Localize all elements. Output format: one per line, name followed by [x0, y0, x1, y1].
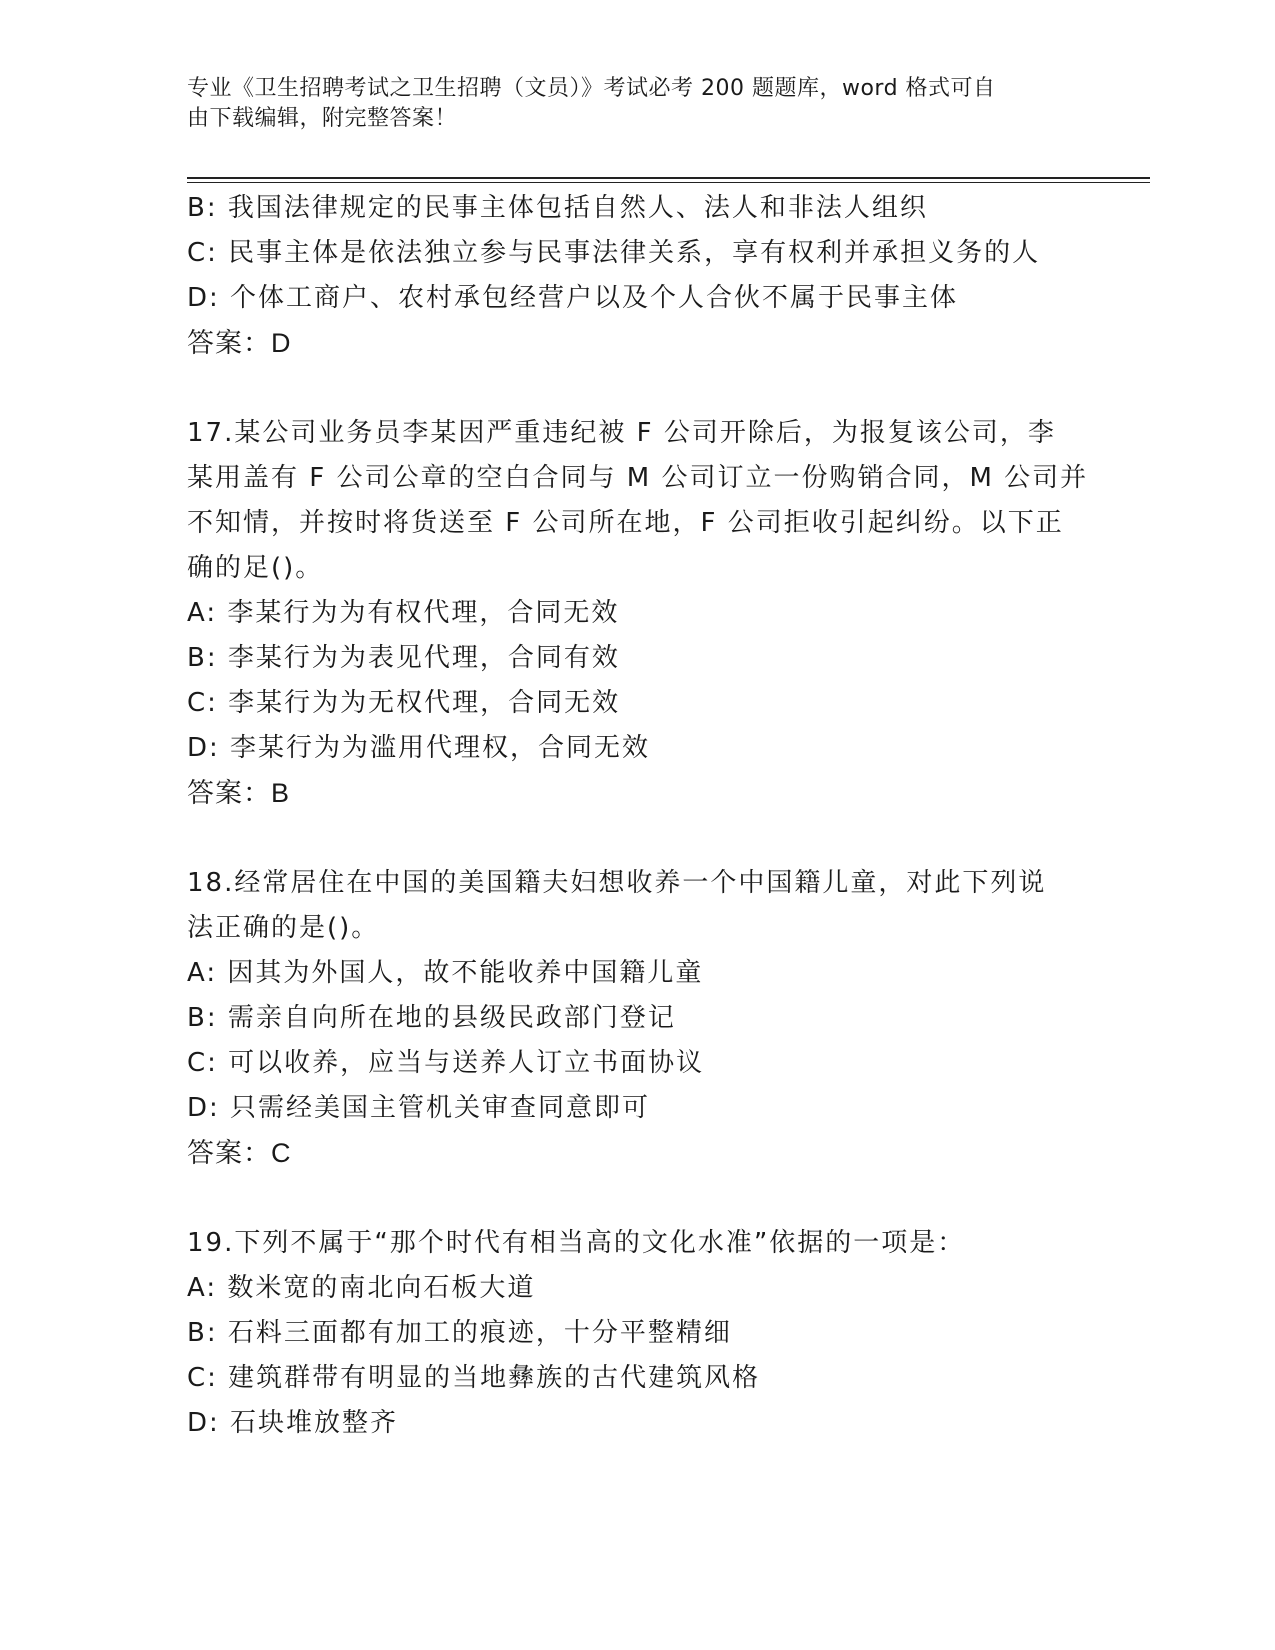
question-spacer [187, 366, 1087, 411]
q17-stem-line-2: 某用盖有 F 公司公章的空白合同与 M 公司订立一份购销合同，M 公司并 [187, 463, 1089, 493]
question-17 [187, 411, 1087, 816]
q19-option-b: B: 石料三面都有加工的痕迹，十分平整精细 [187, 1318, 732, 1348]
q16-option-b: B: 我国法律规定的民事主体包括自然人、法人和非法人组织 [187, 193, 928, 223]
q18-answer: 答案：C [187, 1138, 292, 1168]
q16-option-c: C: 民事主体是依法独立参与民事法律关系，享有权利并承担义务的人 [187, 238, 1041, 268]
q17-option-b: B: 李某行为为表见代理，合同有效 [187, 643, 620, 673]
header-line-1: 专业《卫生招聘考试之卫生招聘（文员）》考试必考 200 题题库，word 格式可自 [187, 76, 996, 101]
q19-stem-line-1: 19.下列不属于“那个时代有相当高的文化水准”依据的一项是： [187, 1228, 966, 1258]
q17-answer: 答案：B [187, 778, 291, 808]
q16-answer: 答案：D [187, 328, 292, 358]
q19-option-d: D: 石块堆放整齐 [187, 1408, 399, 1438]
document-header [187, 74, 1067, 134]
q18-option-a: A: 因其为外国人，故不能收养中国籍儿童 [187, 958, 704, 988]
question-19 [187, 1221, 1087, 1446]
q17-stem-line-1: 17.某公司业务员李某因严重违纪被 F 公司开除后，为报复该公司，李 [187, 418, 1056, 448]
q18-option-d: D: 只需经美国主管机关审查同意即可 [187, 1093, 651, 1123]
header-line-2: 由下载编辑，附完整答案！ [187, 106, 458, 131]
q18-stem-line-2: 法正确的是()。 [187, 913, 380, 943]
q17-option-c: C: 李某行为为无权代理，合同无效 [187, 688, 621, 718]
question-spacer [187, 1176, 1087, 1221]
question-16 [187, 186, 1087, 366]
q17-stem-line-3: 不知情，并按时将货送至 F 公司所在地，F 公司拒收引起纠纷。以下正 [187, 508, 1064, 538]
q19-option-c: C: 建筑群带有明显的当地彝族的古代建筑风格 [187, 1363, 761, 1393]
q17-option-a: A: 李某行为为有权代理，合同无效 [187, 598, 620, 628]
q18-stem-line-1: 18.经常居住在中国的美国籍夫妇想收养一个中国籍儿童，对此下列说 [187, 868, 1047, 898]
header-divider-thick [187, 177, 1150, 179]
q18-option-b: B: 需亲自向所在地的县级民政部门登记 [187, 1003, 676, 1033]
question-18 [187, 861, 1087, 1176]
question-list [187, 186, 1087, 1446]
q16-option-d: D: 个体工商户、农村承包经营户以及个人合伙不属于民事主体 [187, 283, 959, 313]
header-divider-thin [187, 182, 1150, 183]
q17-stem-line-4: 确的足()。 [187, 553, 324, 583]
q18-option-c: C: 可以收养，应当与送养人订立书面协议 [187, 1048, 705, 1078]
question-spacer [187, 816, 1087, 861]
q19-option-a: A: 数米宽的南北向石板大道 [187, 1273, 536, 1303]
q17-option-d: D: 李某行为为滥用代理权，合同无效 [187, 733, 651, 763]
